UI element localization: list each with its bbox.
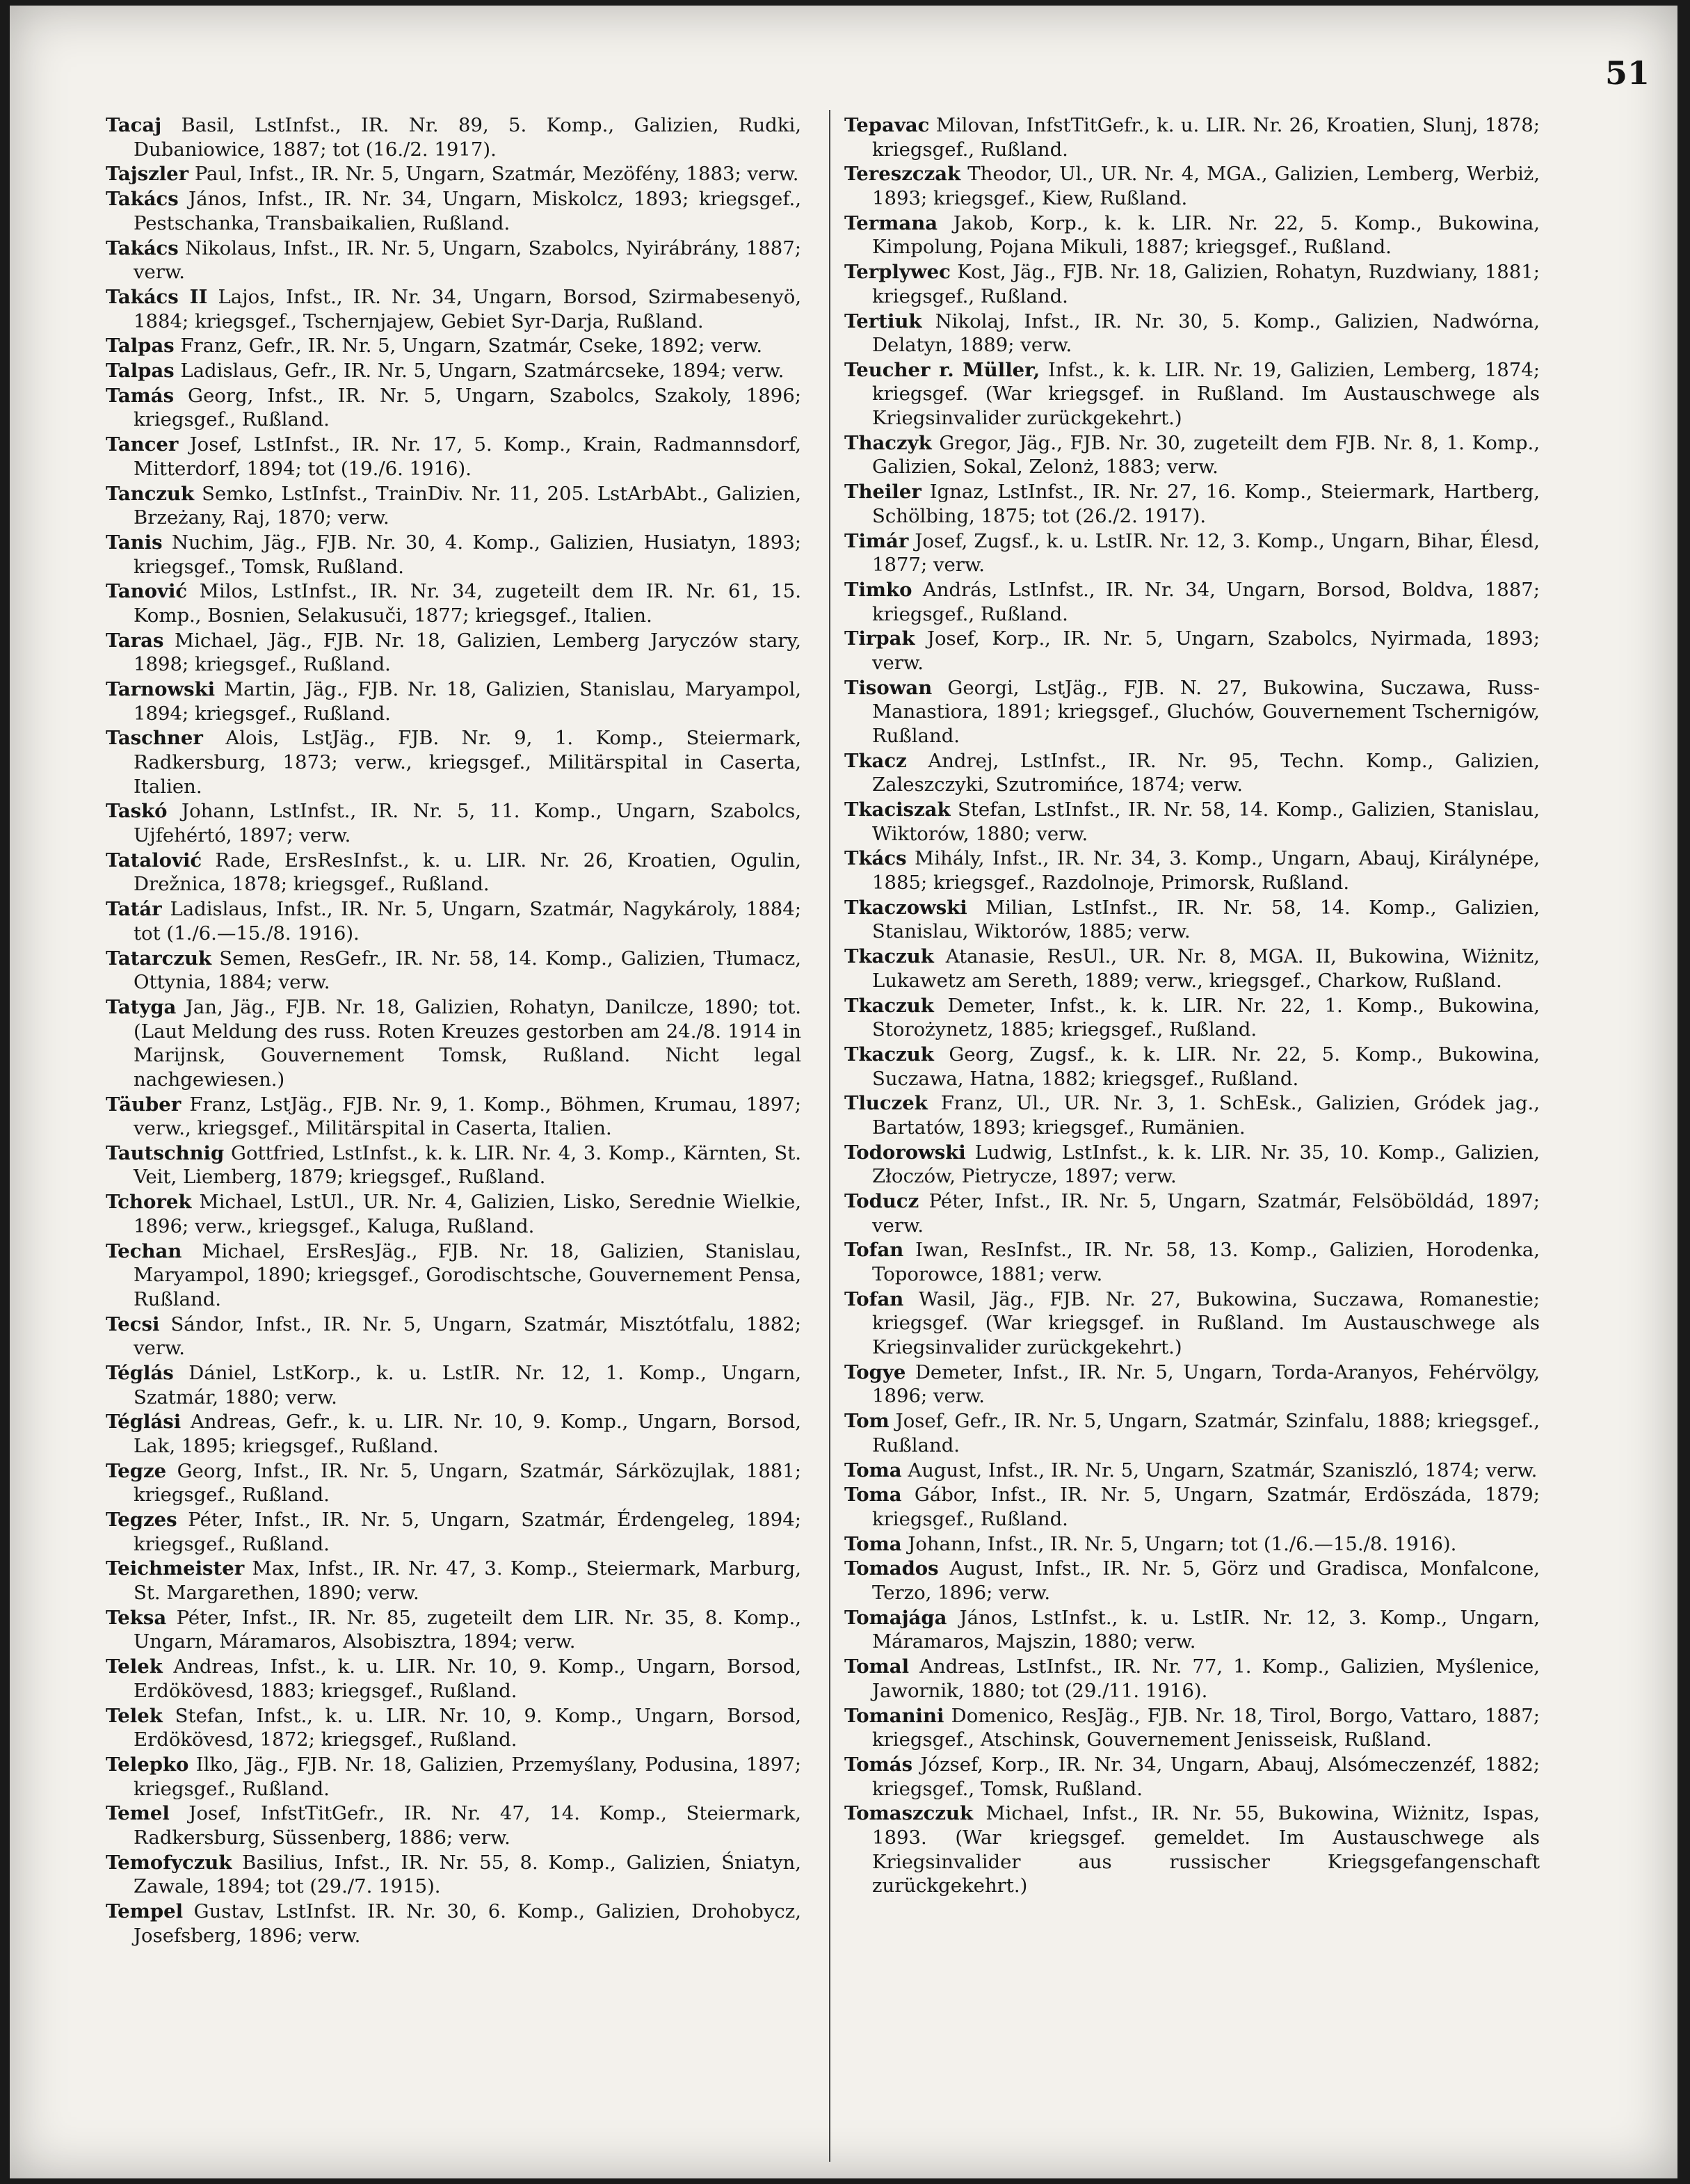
roster-entry bbox=[106, 1704, 801, 1752]
entry-details: Franz, Ul., UR. Nr. 3, 1. SchEsk., Galizien, Gródek jag., Bartatów, 1893; kriegsgef., Rumänien. bbox=[872, 1092, 1540, 1139]
roster-entry bbox=[106, 187, 801, 235]
entry-details: August, Infst., IR. Nr. 5, Görz und Gradisca, Monfalcone, Terzo, 1896; verw. bbox=[872, 1557, 1540, 1605]
entry-surname: Toma bbox=[844, 1532, 902, 1555]
roster-entry bbox=[106, 1753, 801, 1801]
entry-details: Ludwig, LstInfst., k. k. LIR. Nr. 35, 10. Komp., Galizien, Złoczów, Pietrycze, 1897; verw. bbox=[872, 1141, 1540, 1188]
entry-surname: Tatalović bbox=[106, 849, 202, 872]
entry-details: Jakob, Korp., k. k. LIR. Nr. 22, 5. Komp., Bukowina, Kimpolung, Pojana Mikuli, 1887; kriegsgef., Rußland. bbox=[872, 211, 1540, 259]
scanned-page bbox=[10, 6, 1677, 2178]
roster-entry bbox=[844, 480, 1540, 528]
entry-surname: Tertiuk bbox=[844, 310, 922, 332]
entry-details: Alois, LstJäg., FJB. Nr. 9, 1. Komp., Steiermark, Radkersburg, 1873; verw., kriegsgef., Militärspital in Caserta, Italien. bbox=[134, 727, 801, 798]
entry-details: Johann, Infst., IR. Nr. 5, Ungarn; tot (1./6.—15./8. 1916). bbox=[908, 1532, 1457, 1555]
roster-entry bbox=[844, 896, 1540, 944]
entry-surname: Téglási bbox=[106, 1411, 182, 1434]
roster-entry bbox=[844, 1043, 1540, 1091]
entry-details: Gustav, LstInfst. IR. Nr. 30, 6. Komp., Galizien, Drohobycz, Josefsberg, 1896; verw. bbox=[134, 1900, 801, 1947]
roster-entry bbox=[844, 1141, 1540, 1189]
roster-entry bbox=[106, 947, 801, 995]
roster-entry bbox=[844, 1189, 1540, 1237]
entry-surname: Tkaczuk bbox=[844, 1043, 934, 1066]
roster-entry bbox=[106, 1459, 801, 1507]
entry-details: Michael, LstUl., UR. Nr. 4, Galizien, Lisko, Serednie Wielkie, 1896; verw., kriegsgef., Kaluga, Rußland. bbox=[134, 1191, 801, 1237]
entry-details: Mihály, Infst., IR. Nr. 34, 3. Komp., Ungarn, Abauj, Királynépe, 1885; kriegsgef., Razdolnoje, Primorsk, Rußland. bbox=[872, 847, 1540, 894]
roster-entry bbox=[106, 629, 801, 677]
entry-details: Gregor, Jäg., FJB. Nr. 30, zugeteilt dem FJB. Nr. 8, 1. Komp., Galizien, Sokal, Zelonż, 1883; verw. bbox=[872, 431, 1540, 479]
roster-entry bbox=[106, 531, 801, 579]
entry-details: Andreas, Infst., k. u. LIR. Nr. 10, 9. Komp., Ungarn, Borsod, Erdökövesd, 1883; kriegsgef., Rußland. bbox=[134, 1655, 801, 1702]
entry-details: Franz, LstJäg., FJB. Nr. 9, 1. Komp., Böhmen, Krumau, 1897; verw., kriegsgef., Militärspital in Caserta, Italien. bbox=[134, 1093, 801, 1140]
entry-details: Jan, Jäg., FJB. Nr. 18, Galizien, Rohatyn, Danilcze, 1890; tot. (Laut Meldung des russ. Roten Kreuzes gestorben am 24./8. 1914 in Marijnsk, Gouvernement Tomsk, Rußland. Nicht legal nachgewiesen.) bbox=[134, 995, 801, 1091]
roster-entry bbox=[106, 1239, 801, 1312]
roster-entry bbox=[106, 1851, 801, 1899]
entry-surname: Tchorek bbox=[106, 1191, 192, 1214]
entry-surname: Tamás bbox=[106, 384, 175, 407]
entry-details: Wasil, Jäg., FJB. Nr. 27, Bukowina, Suczawa, Romanestie; kriegsgef. (War kriegsgef. in Rußland. Im Austauschwege als Kriegsinvalider zurückgekehrt.) bbox=[872, 1287, 1540, 1358]
roster-entry bbox=[844, 1360, 1540, 1408]
roster-entry bbox=[844, 1704, 1540, 1752]
entry-details: Ignaz, LstInfst., IR. Nr. 27, 16. Komp., Steiermark, Hartberg, Schölbing, 1875; tot (26./2. 1917). bbox=[872, 481, 1540, 527]
roster-entry bbox=[844, 1655, 1540, 1703]
entry-surname: Tluczek bbox=[844, 1092, 928, 1115]
entry-surname: Tegzes bbox=[106, 1509, 177, 1532]
entry-surname: Tanczuk bbox=[106, 482, 195, 505]
entry-surname: Tomados bbox=[844, 1557, 939, 1580]
entry-details: József, Korp., IR. Nr. 34, Ungarn, Abauj, Alsómeczenzéf, 1882; kriegsgef., Tomsk, Rußland. bbox=[872, 1753, 1540, 1800]
entry-surname: Telepko bbox=[106, 1753, 189, 1776]
roster-entry bbox=[106, 285, 801, 333]
roster-entry bbox=[844, 1753, 1540, 1801]
column-divider bbox=[829, 110, 830, 2162]
entry-details: János, Infst., IR. Nr. 34, Ungarn, Miskolcz, 1893; kriegsgef., Pestschanka, Transbaikalien, Rußland. bbox=[134, 188, 801, 234]
entry-details: Stefan, LstInfst., IR. Nr. 58, 14. Komp., Galizien, Stanislau, Wiktorów, 1880; verw. bbox=[872, 798, 1540, 845]
roster-entry bbox=[844, 1483, 1540, 1531]
entry-surname: Tkaciszak bbox=[844, 798, 951, 821]
entry-surname: Teucher r. Müller, bbox=[844, 358, 1040, 381]
entry-details: Georg, Zugsf., k. k. LIR. Nr. 22, 5. Komp., Bukowina, Suczawa, Hatna, 1882; kriegsgef., Rußland. bbox=[872, 1043, 1540, 1090]
entry-details: Josef, InfstTitGefr., IR. Nr. 47, 14. Komp., Steiermark, Radkersburg, Süssenberg, 1886; verw. bbox=[134, 1802, 801, 1849]
entry-details: Michael, Infst., IR. Nr. 55, Bukowina, Wiżnitz, Ispas, 1893. (War kriegsgef. gemeldet. Im Austauschwege als Kriegsinvalider aus russischer Kriegsgefangenschaft zurückgekehrt.) bbox=[872, 1802, 1540, 1897]
roster-entry bbox=[106, 236, 801, 284]
entry-surname: Timár bbox=[844, 529, 909, 552]
roster-entry bbox=[844, 211, 1540, 259]
roster-entry bbox=[844, 578, 1540, 626]
entry-surname: Timko bbox=[844, 578, 912, 601]
roster-entry bbox=[106, 1361, 801, 1409]
roster-entry bbox=[106, 1606, 801, 1654]
roster-entry bbox=[844, 358, 1540, 431]
roster-entry bbox=[844, 749, 1540, 797]
entry-details: Theodor, Ul., UR. Nr. 4, MGA., Galizien, Lemberg, Werbiż, 1893; kriegsgef., Kiew, Rußland. bbox=[872, 163, 1540, 209]
entry-details: Ilko, Jäg., FJB. Nr. 18, Galizien, Przemyślany, Podusina, 1897; kriegsgef., Rußland. bbox=[134, 1753, 801, 1800]
entry-details: Sándor, Infst., IR. Nr. 5, Ungarn, Szatmár, Misztótfalu, 1882; verw. bbox=[134, 1312, 801, 1360]
entry-details: Milos, LstInfst., IR. Nr. 34, zugeteilt dem IR. Nr. 61, 15. Komp., Bosnien, Selakusuči, 1877; kriegsgef., Italien. bbox=[134, 580, 801, 627]
entry-surname: Tecsi bbox=[106, 1312, 160, 1335]
entry-details: Josef, Zugsf., k. u. LstIR. Nr. 12, 3. Komp., Ungarn, Bihar, Élesd, 1877; verw. bbox=[872, 529, 1540, 577]
roster-entry bbox=[844, 260, 1540, 308]
entry-surname: Tegze bbox=[106, 1459, 167, 1482]
entry-surname: Tepavac bbox=[844, 114, 930, 136]
entry-details: Milovan, InfstTitGefr., k. u. LIR. Nr. 26, Kroatien, Slunj, 1878; kriegsgef., Rußland. bbox=[872, 114, 1540, 161]
entry-details: Andrej, LstInfst., IR. Nr. 95, Techn. Komp., Galizien, Zaleszczyki, Szutromińce, 1874; verw. bbox=[872, 749, 1540, 796]
entry-details: Max, Infst., IR. Nr. 47, 3. Komp., Steiermark, Marburg, St. Margarethen, 1890; verw. bbox=[134, 1557, 801, 1605]
entry-surname: Tomajága bbox=[844, 1606, 947, 1629]
roster-entry bbox=[844, 529, 1540, 577]
entry-details: Georg, Infst., IR. Nr. 5, Ungarn, Szabolcs, Szakoly, 1896; kriegsgef., Rußland. bbox=[134, 384, 801, 431]
entry-surname: Tanović bbox=[106, 580, 188, 603]
roster-entry bbox=[844, 162, 1540, 210]
roster-entry bbox=[844, 310, 1540, 358]
entry-details: Georg, Infst., IR. Nr. 5, Ungarn, Szatmár, Sárközujlak, 1881; kriegsgef., Rußland. bbox=[134, 1459, 801, 1507]
roster-entry bbox=[844, 1557, 1540, 1605]
roster-entry bbox=[106, 726, 801, 798]
entry-surname: Tomanini bbox=[844, 1704, 944, 1727]
entry-details: Péter, Infst., IR. Nr. 5, Ungarn, Szatmár, Felsöböldád, 1897; verw. bbox=[872, 1190, 1540, 1237]
roster-entry bbox=[106, 359, 801, 383]
entry-details: Martin, Jäg., FJB. Nr. 18, Galizien, Stanislau, Maryampol, 1894; kriegsgef., Rußland. bbox=[134, 678, 801, 725]
entry-details: Milian, LstInfst., IR. Nr. 58, 14. Komp., Galizien, Stanislau, Wiktorów, 1885; verw. bbox=[872, 896, 1540, 943]
roster-entry bbox=[844, 627, 1540, 675]
entry-surname: Thaczyk bbox=[844, 431, 932, 454]
entry-details: Michael, ErsResJäg., FJB. Nr. 18, Galizien, Stanislau, Maryampol, 1890; kriegsgef., Gorodischtsche, Gouvernement Pensa, Rußland. bbox=[134, 1239, 801, 1310]
entry-surname: Takács II bbox=[106, 285, 208, 308]
roster-entry bbox=[106, 897, 801, 945]
left-column bbox=[106, 113, 801, 1948]
entry-details: Andreas, LstInfst., IR. Nr. 77, 1. Komp., Galizien, Myślenice, Jawornik, 1880; tot (29./11. 1916). bbox=[872, 1655, 1540, 1702]
entry-details: Rade, ErsResInfst., k. u. LIR. Nr. 26, Kroatien, Ogulin, Drežnica, 1878; kriegsgef., Rußland. bbox=[134, 849, 801, 896]
entry-details: Lajos, Infst., IR. Nr. 34, Ungarn, Borsod, Szirmabesenyö, 1884; kriegsgef., Tschernjajew, Gebiet Syr-Darja, Rußland. bbox=[134, 285, 801, 332]
entry-details: Ladislaus, Gefr., IR. Nr. 5, Ungarn, Szatmárcseke, 1894; verw. bbox=[180, 360, 784, 383]
roster-entry bbox=[844, 1238, 1540, 1286]
entry-details: Gábor, Infst., IR. Nr. 5, Ungarn, Szatmár, Erdöszáda, 1879; kriegsgef., Rußland. bbox=[872, 1484, 1540, 1530]
entry-surname: Tofan bbox=[844, 1287, 904, 1310]
entry-details: Andreas, Gefr., k. u. LIR. Nr. 10, 9. Komp., Ungarn, Borsod, Lak, 1895; kriegsgef., Rußland. bbox=[134, 1411, 801, 1457]
entry-details: Iwan, ResInfst., IR. Nr. 58, 13. Komp., Galizien, Horodenka, Toporowce, 1881; verw. bbox=[872, 1239, 1540, 1286]
entry-surname: Teksa bbox=[106, 1606, 167, 1629]
entry-details: Infst., k. k. LIR. Nr. 19, Galizien, Lemberg, 1874; kriegsgef. (War kriegsgef. in Rußland. Im Austauschwege als Kriegsinvalider zurückgekehrt.) bbox=[872, 358, 1540, 430]
entry-surname: Tkács bbox=[844, 847, 907, 870]
entry-details: Ladislaus, Infst., IR. Nr. 5, Ungarn, Szatmár, Nagykároly, 1884; tot (1./6.—15./8. 1916). bbox=[134, 898, 802, 945]
entry-surname: Toma bbox=[844, 1484, 902, 1507]
entry-surname: Tisowan bbox=[844, 676, 933, 699]
entry-details: Kost, Jäg., FJB. Nr. 18, Galizien, Rohatyn, Ruzdwiany, 1881; kriegsgef., Rußland. bbox=[872, 261, 1540, 307]
entry-surname: Taskó bbox=[106, 800, 168, 823]
entry-surname: Taschner bbox=[106, 727, 203, 750]
roster-entry bbox=[844, 1091, 1540, 1139]
entry-details: August, Infst., IR. Nr. 5, Ungarn, Szatmár, Szaniszló, 1874; verw. bbox=[908, 1459, 1538, 1482]
entry-details: Domenico, ResJäg., FJB. Nr. 18, Tirol, Borgo, Vattaro, 1887; kriegsgef., Atschinsk, Gouvernement Jenisseisk, Rußland. bbox=[872, 1704, 1540, 1751]
entry-surname: Tkaczuk bbox=[844, 945, 934, 968]
entry-details: András, LstInfst., IR. Nr. 34, Ungarn, Borsod, Boldva, 1887; kriegsgef., Rußland. bbox=[872, 578, 1540, 625]
entry-details: Atanasie, ResUl., UR. Nr. 8, MGA. II, Bukowina, Wiżnitz, Lukawetz am Sereth, 1889; verw., kriegsgef., Charkow, Rußland. bbox=[872, 945, 1540, 992]
entry-surname: Täuber bbox=[106, 1093, 182, 1116]
roster-entry bbox=[106, 1801, 801, 1849]
roster-entry bbox=[844, 676, 1540, 748]
entry-details: Johann, LstInfst., IR. Nr. 5, 11. Komp., Ungarn, Szabolcs, Ujfehértó, 1897; verw. bbox=[134, 800, 801, 847]
entry-surname: Tkaczowski bbox=[844, 896, 967, 919]
entry-surname: Téglás bbox=[106, 1361, 174, 1384]
entry-details: Semen, ResGefr., IR. Nr. 58, 14. Komp., Galizien, Tłumacz, Ottynia, 1884; verw. bbox=[134, 947, 801, 994]
roster-entry bbox=[106, 1900, 801, 1948]
roster-entry bbox=[106, 1141, 801, 1189]
roster-entry bbox=[106, 1410, 801, 1458]
entry-surname: Tofan bbox=[844, 1239, 904, 1262]
entry-details: Nuchim, Jäg., FJB. Nr. 30, 4. Komp., Galizien, Husiatyn, 1893; kriegsgef., Tomsk, Rußland. bbox=[134, 531, 801, 578]
entry-surname: Tom bbox=[844, 1410, 890, 1433]
entry-details: Péter, Infst., IR. Nr. 5, Ungarn, Szatmár, Érdengeleg, 1894; kriegsgef., Rußland. bbox=[134, 1509, 801, 1555]
roster-entry bbox=[844, 1459, 1540, 1483]
roster-entry bbox=[106, 1655, 801, 1703]
entry-details: Demeter, Infst., k. k. LIR. Nr. 22, 1. Komp., Bukowina, Storożynetz, 1885; kriegsgef., Rußland. bbox=[872, 994, 1540, 1041]
entry-surname: Telek bbox=[106, 1655, 163, 1678]
roster-entry bbox=[106, 482, 801, 530]
entry-details: Franz, Gefr., IR. Nr. 5, Ungarn, Szatmár, Cseke, 1892; verw. bbox=[180, 335, 763, 358]
roster-entry bbox=[106, 579, 801, 627]
entry-surname: Tkacz bbox=[844, 749, 907, 772]
entry-details: János, LstInfst., k. u. LstIR. Nr. 12, 3. Komp., Ungarn, Máramaros, Majszin, 1880; verw. bbox=[872, 1606, 1540, 1653]
roster-entry bbox=[106, 113, 801, 161]
entry-surname: Tempel bbox=[106, 1900, 184, 1923]
entry-surname: Techan bbox=[106, 1239, 182, 1262]
entry-surname: Tautschnig bbox=[106, 1141, 225, 1164]
roster-entry bbox=[844, 1409, 1540, 1457]
entry-details: Stefan, Infst., k. u. LIR. Nr. 10, 9. Komp., Ungarn, Borsod, Erdökövesd, 1872; kriegsgef., Rußland. bbox=[134, 1704, 801, 1751]
entry-surname: Tomaszczuk bbox=[844, 1802, 974, 1825]
roster-entry bbox=[106, 1508, 801, 1556]
roster-entry bbox=[844, 1532, 1540, 1557]
roster-entry bbox=[106, 1557, 801, 1605]
entry-details: Michael, Jäg., FJB. Nr. 18, Galizien, Lemberg Jaryczów stary, 1898; kriegsgef., Rußland. bbox=[134, 629, 801, 676]
entry-surname: Togye bbox=[844, 1360, 906, 1383]
entry-surname: Takács bbox=[106, 236, 179, 259]
roster-entry bbox=[844, 994, 1540, 1042]
entry-surname: Temofyczuk bbox=[106, 1851, 232, 1874]
roster-entry bbox=[106, 334, 801, 358]
right-column bbox=[844, 113, 1540, 1899]
entry-surname: Tirpak bbox=[844, 627, 915, 650]
entry-details: Péter, Infst., IR. Nr. 85, zugeteilt dem LIR. Nr. 35, 8. Komp., Ungarn, Máramaros, Alsobisztra, 1894; verw. bbox=[134, 1606, 801, 1653]
roster-entry bbox=[106, 995, 801, 1091]
roster-entry bbox=[106, 1093, 801, 1141]
entry-surname: Tacaj bbox=[106, 114, 162, 136]
entry-surname: Theiler bbox=[844, 481, 922, 504]
entry-details: Josef, LstInfst., IR. Nr. 17, 5. Komp., Krain, Radmannsdorf, Mitterdorf, 1894; tot (19./6. 1916). bbox=[134, 433, 801, 480]
entry-surname: Tomal bbox=[844, 1655, 910, 1678]
entry-details: Gottfried, LstInfst., k. k. LIR. Nr. 4, 3. Komp., Kärnten, St. Veit, Liemberg, 1879; kriegsgef., Rußland. bbox=[134, 1141, 801, 1189]
entry-details: Josef, Korp., IR. Nr. 5, Ungarn, Szabolcs, Nyirmada, 1893; verw. bbox=[872, 627, 1540, 674]
entry-surname: Tarnowski bbox=[106, 678, 216, 701]
entry-surname: Tancer bbox=[106, 433, 179, 456]
entry-surname: Toma bbox=[844, 1459, 902, 1482]
entry-surname: Tatyga bbox=[106, 995, 177, 1018]
entry-details: Paul, Infst., IR. Nr. 5, Ungarn, Szatmár, Mezöfény, 1883; verw. bbox=[194, 163, 799, 186]
roster-entry bbox=[106, 849, 801, 897]
roster-entry bbox=[844, 1801, 1540, 1897]
entry-details: Nikolaus, Infst., IR. Nr. 5, Ungarn, Szabolcs, Nyirábrány, 1887; verw. bbox=[134, 236, 801, 284]
entry-details: Basil, LstInfst., IR. Nr. 89, 5. Komp., Galizien, Rudki, Dubaniowice, 1887; tot (16./2. 1917). bbox=[134, 114, 801, 161]
entry-details: Dániel, LstKorp., k. u. LstIR. Nr. 12, 1. Komp., Ungarn, Szatmár, 1880; verw. bbox=[134, 1361, 801, 1408]
entry-surname: Todorowski bbox=[844, 1141, 966, 1164]
entry-surname: Terplywec bbox=[844, 261, 951, 284]
roster-entry bbox=[106, 1312, 801, 1360]
roster-entry bbox=[844, 846, 1540, 894]
entry-surname: Tajszler bbox=[106, 163, 189, 186]
entry-surname: Teichmeister bbox=[106, 1557, 245, 1580]
entry-details: Nikolaj, Infst., IR. Nr. 30, 5. Komp., Galizien, Nadwórna, Delatyn, 1889; verw. bbox=[872, 310, 1540, 357]
page-number: 51 bbox=[1604, 54, 1650, 92]
entry-surname: Tatár bbox=[106, 898, 162, 921]
entry-surname: Telek bbox=[106, 1704, 163, 1727]
roster-entry bbox=[106, 677, 801, 725]
roster-entry bbox=[106, 1190, 801, 1238]
roster-entry bbox=[106, 384, 801, 432]
roster-entry bbox=[844, 798, 1540, 846]
roster-entry bbox=[106, 162, 801, 186]
roster-entry bbox=[106, 799, 801, 847]
entry-surname: Tereszczak bbox=[844, 163, 961, 186]
entry-surname: Tomás bbox=[844, 1753, 913, 1776]
entry-surname: Tatarczuk bbox=[106, 947, 212, 970]
entry-surname: Talpas bbox=[106, 335, 175, 358]
roster-entry bbox=[844, 945, 1540, 993]
entry-details: Josef, Gefr., IR. Nr. 5, Ungarn, Szatmár, Szinfalu, 1888; kriegsgef., Rußland. bbox=[872, 1410, 1540, 1456]
roster-entry bbox=[844, 1606, 1540, 1654]
roster-entry bbox=[844, 1287, 1540, 1360]
entry-surname: Taras bbox=[106, 629, 164, 652]
roster-entry bbox=[106, 433, 801, 481]
entry-surname: Talpas bbox=[106, 360, 175, 383]
entry-surname: Temel bbox=[106, 1802, 170, 1825]
entry-details: Semko, LstInfst., TrainDiv. Nr. 11, 205. LstArbAbt., Galizien, Brzeżany, Raj, 1870; verw. bbox=[134, 482, 801, 529]
entry-surname: Tkaczuk bbox=[844, 994, 934, 1017]
entry-details: Georgi, LstJäg., FJB. N. 27, Bukowina, Suczawa, Russ-Manastiora, 1891; kriegsgef., Gluchów, Gouvernement Tschernigów, Rußland. bbox=[872, 676, 1540, 747]
entry-surname: Tanis bbox=[106, 531, 163, 554]
entry-surname: Termana bbox=[844, 211, 938, 234]
entry-surname: Takács bbox=[106, 188, 179, 211]
roster-entry bbox=[844, 113, 1540, 161]
entry-details: Basilius, Infst., IR. Nr. 55, 8. Komp., Galizien, Śniatyn, Zawale, 1894; tot (29./7. 1915). bbox=[134, 1851, 801, 1898]
entry-details: Demeter, Infst., IR. Nr. 5, Ungarn, Torda-Aranyos, Fehérvölgy, 1896; verw. bbox=[872, 1360, 1540, 1408]
entry-surname: Toducz bbox=[844, 1190, 919, 1213]
roster-entry bbox=[844, 431, 1540, 479]
